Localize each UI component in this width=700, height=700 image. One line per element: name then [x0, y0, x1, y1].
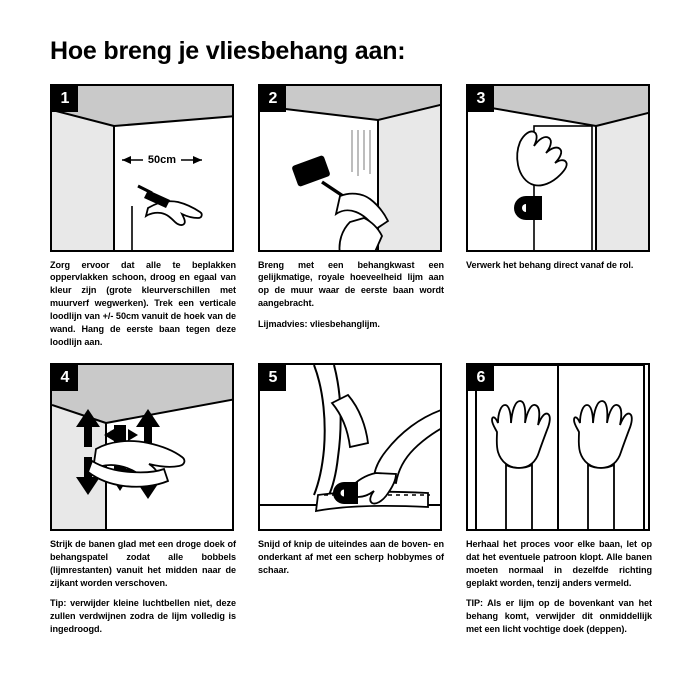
step-illustration-4	[50, 363, 234, 531]
step-text: Strijk de banen glad met een droge doek of behangspatel zodat alle bobbels (lijmrestanten) vanuit het midden naar de zijkant worden verschoven.	[50, 538, 236, 588]
illustration-smooth-outward	[52, 365, 234, 531]
step-number-1: 1	[52, 86, 78, 112]
illustration-trim-edges	[260, 365, 442, 531]
step-cell-6	[466, 363, 652, 636]
step-illustration-1	[50, 84, 234, 252]
step-text: Breng met een behangkwast een gelijkmatige, royale hoeveelheid lijm aan op de muur waar de eerste baan wordt aangebracht.	[258, 259, 444, 309]
step-caption-1	[50, 259, 236, 349]
step-number-4: 4	[52, 365, 78, 391]
step-text: Snijd of knip de uiteindes aan de boven- en onderkant af met een scherp hobbymes of schaar.	[258, 538, 444, 575]
steps-grid-row-1	[50, 84, 656, 349]
step-tip: Tip: verwijder kleine luchtbellen niet, deze zullen verdwijnen zodra de lijm volledig is ingedroogd.	[50, 598, 236, 635]
measurement-label: 50cm	[147, 153, 177, 166]
step-text: Verwerk het behang direct vanaf de rol.	[466, 259, 634, 270]
step-text: Herhaal het proces voor elke baan, let op dat het eventuele patroon klopt. Alle banen moeten normaal in dezelfde richting geplakt worden, tenzij anders vermeld.	[466, 538, 652, 588]
step-illustration-5	[258, 363, 442, 531]
step-text: Zorg ervoor dat alle te beplakken oppervlakken schoon, droog en egaal van kleur zijn (grote kleurverschillen met muurverf wegwerken). Trek een verticale loodlijn van +/- 50cm vanuit de hoek van de wand. Hang de eerste baan tegen deze loodlijn aan.	[50, 259, 236, 347]
step-cell-1	[50, 84, 236, 349]
step-number-2: 2	[260, 86, 286, 112]
step-caption-4	[50, 538, 236, 636]
step-illustration-3	[466, 84, 650, 252]
step-caption-5	[258, 538, 444, 577]
steps-grid-row-2	[50, 363, 656, 636]
step-cell-3	[466, 84, 652, 349]
step-caption-6	[466, 538, 652, 636]
step-number-6: 6	[468, 365, 494, 391]
step-caption-3	[466, 259, 652, 272]
illustration-hang-from-roll	[468, 86, 650, 252]
illustration-apply-glue	[260, 86, 442, 252]
illustration-plumb-line	[52, 86, 234, 252]
step-cell-2	[258, 84, 444, 349]
step-tip: TIP: Als er lijm op de bovenkant van het behang komt, verwijder dit onmiddellijk met een licht vochtige doek (deppen).	[466, 598, 652, 635]
step-illustration-6	[466, 363, 650, 531]
step-note: Lijmadvies: vliesbehanglijm.	[258, 319, 380, 330]
step-number-3: 3	[468, 86, 494, 112]
step-cell-4	[50, 363, 236, 636]
step-number-5: 5	[260, 365, 286, 391]
step-caption-2	[258, 259, 444, 332]
step-illustration-2	[258, 84, 442, 252]
illustration-repeat-panels	[468, 365, 650, 531]
page-title: Hoe breng je vliesbehang aan:	[50, 37, 406, 65]
step-cell-5	[258, 363, 444, 636]
